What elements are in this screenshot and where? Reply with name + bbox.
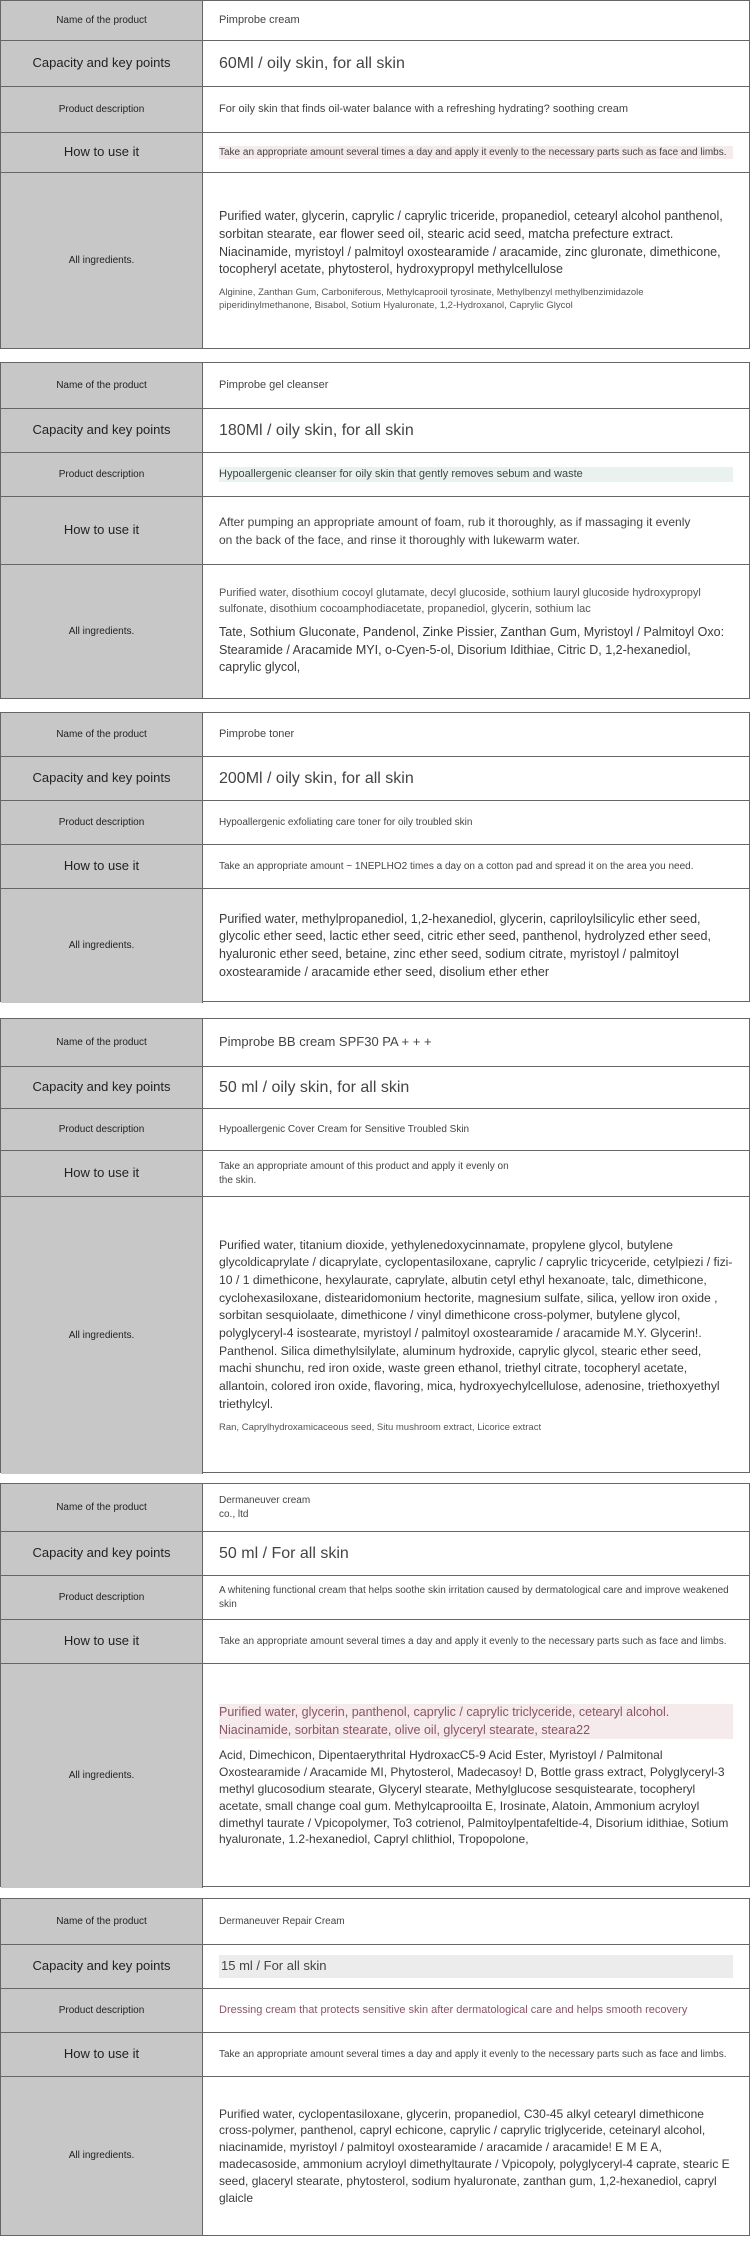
ingredients-row: [1, 1664, 749, 1888]
description-label: Product description: [1, 1989, 203, 2032]
ingredients-row: [1, 1197, 749, 1474]
usage-label: How to use it: [1, 845, 203, 888]
usage-label: How to use it: [1, 133, 203, 172]
name-label: Name of the product: [1, 1, 203, 40]
product-table-6: [0, 1898, 750, 2236]
capacity-label: Capacity and key points: [1, 1945, 203, 1988]
usage-label: How to use it: [1, 2033, 203, 2076]
product-name: Pimprobe BB cream SPF30 PA + + +: [219, 1034, 432, 1050]
capacity-label: Capacity and key points: [1, 1067, 203, 1108]
product-ingredients: Purified water, cyclopentasiloxane, glycerin, propanediol, C30-45 alkyl cetearyl dimethicone cross-polymer, panthenol, capryl echicone, caprylic / caprylic triglyceride, ceteinaryl alcohol, niacinamide, myristoyl / palmitoyl oxostearamide / aracamide / aracamide! E M E A, madecasoside, ammonium acryloyl dimethyltaurate / Vpicopoly, polyglyceryl-4 caprate, stearic E seed, glaceryl stearate, phytosterol, sodium hyaluronate, zanthan gum, 1,2-hexanediol, capryl glaicle: [219, 2106, 730, 2205]
product-name: Pimprobe cream: [219, 13, 300, 26]
capacity-label: Capacity and key points: [1, 41, 203, 86]
product-capacity: 200Ml / oily skin, for all skin: [219, 769, 414, 787]
ingredients-row: [1, 173, 749, 348]
ingredients-label: All ingredients.: [1, 173, 203, 348]
capacity-label: Capacity and key points: [1, 409, 203, 452]
product-capacity: 15 ml / For all skin: [219, 1955, 733, 1978]
product-capacity: 180Ml / oily skin, for all skin: [219, 421, 414, 439]
capacity-row: [1, 1532, 749, 1576]
ingredients-label: All ingredients.: [1, 1664, 203, 1888]
name-row: [1, 1019, 749, 1067]
usage-label: How to use it: [1, 497, 203, 564]
product-name: Pimprobe toner: [219, 727, 295, 740]
product-name: Pimprobe gel cleanser: [219, 378, 329, 391]
capacity-label: Capacity and key points: [1, 757, 203, 800]
name-label: Name of the product: [1, 1484, 203, 1531]
product-usage: Take an appropriate amount of this product and apply it evenly on the skin.: [219, 1161, 509, 1186]
product-description: Hypoallergenic cleanser for oily skin that gently removes sebum and waste: [219, 467, 733, 483]
ingredients-label: All ingredients.: [1, 889, 203, 1003]
description-label: Product description: [1, 801, 203, 844]
product-description: A whitening functional cream that helps soothe skin irritation caused by dermatological care and improve weakened skin: [219, 1585, 729, 1610]
description-row: [1, 453, 749, 497]
ingredients-row: [1, 2077, 749, 2235]
usage-row: [1, 133, 749, 173]
name-row: [1, 1484, 749, 1532]
product-usage: After pumping an appropriate amount of foam, rub it thoroughly, as if massaging it evenly on the back of the face, and rinse it thoroughly with lukewarm water.: [219, 514, 691, 547]
product-capacity: 50 ml / For all skin: [219, 1544, 349, 1562]
product-ingredients-top: Purified water, glycerin, panthenol, caprylic / caprylic triclyceride, cetearyl alcohol. Niacinamide, sorbitan stearate, olive oil, glyceryl stearate, steara22: [219, 1704, 733, 1740]
ingredients-row: [1, 889, 749, 1003]
description-label: Product description: [1, 453, 203, 496]
capacity-row: [1, 409, 749, 453]
product-name: Dermaneuver Repair Cream: [219, 1915, 345, 1927]
capacity-label: Capacity and key points: [1, 1532, 203, 1575]
description-row: [1, 87, 749, 133]
product-capacity: 60Ml / oily skin, for all skin: [219, 54, 405, 72]
description-row: [1, 1989, 749, 2033]
product-table-2: [0, 362, 750, 699]
description-row: [1, 1109, 749, 1151]
usage-row: [1, 1620, 749, 1664]
description-label: Product description: [1, 1109, 203, 1150]
usage-label: How to use it: [1, 1151, 203, 1196]
product-table-1: [0, 0, 750, 349]
product-ingredients: Acid, Dimechicon, Dipentaerythrital HydroxacC5-9 Acid Ester, Myristoyl / Palmitonal Oxostearamide / Aracamide MI, Phytosterol, Madecasoy! D, Bottle grass extract, Polyglyceryl-3 methyl glucosodium stearate, Glyceryl stearate, Methylglucose sesquistearate, tocopheryl acetate, small change coal gum. Methylcaprooilta E, Irosinate, Alatoin, Ammonium acryloyl dimethyl taurate / Vpicopolymer, To3 cotrienol, Palmitoylpentafeltide-4, Disorium idithiae, Sotium hyaluronate, 1.2-hexanediol, Capryl chlithiol, Tropopolone,: [219, 1748, 729, 1847]
product-table-4: [0, 1018, 750, 1473]
description-row: [1, 1576, 749, 1620]
description-label: Product description: [1, 1576, 203, 1619]
description-row: [1, 801, 749, 845]
product-table-5: [0, 1483, 750, 1887]
name-label: Name of the product: [1, 363, 203, 408]
product-ingredients: Purified water, glycerin, caprylic / caprylic triceride, propanediol, cetearyl alcohol panthenol, sorbitan stearate, ear flower seed oil, stearic acid seed, matcha prefecture extract. Niacinamide, myristoyl / palmitoyl oxostearamide / aracamide, zinc gluronate, dimethicone, tocopheryl acetate, phytosterol, hydroxypropyl methylcellulose: [219, 209, 723, 277]
product-ingredients: Purified water, titanium dioxide, yethylenedoxycinnamate, propylene glycol, butylene glycoldicaprylate / dicaprylate, cyclopentasiloxane, caprylic / caprylic tricyceride, cetylpiezi / fizi-10 / 1 dimethicone, hexylaurate, caprylate, albutin cetyl ethyl hexanoate, talc, dimethicone, cyclohexasiloxane, distearidomonium hectorite, magnesium sulfate, silica, yellow iron oxide , sorbitan sesquiolaate, dimethicone / vinyl dimethicone cross-polymer, butylene glycol, polyglyceryl-4 isostearate, myristoyl / palmitoyl oxostearamide / aracamide M.Y. Glycerin!. Panthenol. Silica dimethylsilylate, aluminum hydroxide, caprylic glycol, stearic ether seed, machi shunchu, red iron oxide, waste green ethanol, triethyl citrate, tocopheryl acetate, allantoin, colored iron oxide, flavoring, mica, hydroxyechylcellulose, adenosine, triethoxyethyl triethylcyl.: [219, 1237, 733, 1411]
product-description: Hypoallergenic exfoliating care toner for oily troubled skin: [219, 816, 473, 828]
usage-row: [1, 1151, 749, 1197]
capacity-row: [1, 757, 749, 801]
product-capacity: 50 ml / oily skin, for all skin: [219, 1078, 410, 1096]
name-label: Name of the product: [1, 1899, 203, 1944]
usage-row: [1, 497, 749, 565]
product-description: For oily skin that finds oil-water balance with a refreshing hydrating? soothing cream: [219, 102, 629, 115]
name-label: Name of the product: [1, 1019, 203, 1066]
ingredients-label: All ingredients.: [1, 2077, 203, 2235]
name-row: [1, 1899, 749, 1945]
ingredients-label: All ingredients.: [1, 1197, 203, 1474]
usage-row: [1, 2033, 749, 2077]
product-usage: Take an appropriate amount several times a day and apply it evenly to the necessary parts such as face and limbs.: [219, 2048, 727, 2060]
product-ingredients-extra: Ran, Caprylhydroxamicaceous seed, Situ mushroom extract, Licorice extract: [219, 1421, 542, 1433]
capacity-row: [1, 1945, 749, 1989]
product-usage: Take an appropriate amount several times a day and apply it evenly to the necessary parts such as face and limbs.: [219, 146, 733, 160]
name-row: [1, 713, 749, 757]
product-ingredients: Tate, Sothium Gluconate, Pandenol, Zinke Pissier, Zanthan Gum, Myristoyl / Palmitoyl Oxo: Stearamide / Aracamide MYI, o-Cyen-5-ol, Disorium Idithiae, Citric D, 1,2-hexanediol, caprylic glycol,: [219, 624, 725, 675]
product-usage: Take an appropriate amount ~ 1NEPLHO2 times a day on a cotton pad and spread it on the area you need.: [219, 860, 694, 872]
product-description: Dressing cream that protects sensitive skin after dermatological care and helps smooth recovery: [219, 2003, 688, 2016]
product-ingredients-extra: Alginine, Zanthan Gum, Carboniferous, Methylcaprooil tyrosinate, Methylbenzyl methylbenzimidazole piperidinylmethanone, Bisabol, Sotium Hyaluronate, 1,2-Hydroxanol, Caprylic Glycol: [219, 287, 644, 311]
product-ingredients-top: Purified water, disothium cocoyl glutamate, decyl glucoside, sothium lauryl glucoside hydroxypropyl sulfonate, disothium cocoamphodiacetate, propanediol, glycerin, sothium lac: [219, 586, 701, 615]
product-table-3: [0, 712, 750, 1002]
name-row: [1, 363, 749, 409]
ingredients-label: All ingredients.: [1, 565, 203, 698]
name-row: [1, 1, 749, 41]
product-description: Hypoallergenic Cover Cream for Sensitive Troubled Skin: [219, 1123, 470, 1135]
capacity-row: [1, 41, 749, 87]
description-label: Product description: [1, 87, 203, 132]
product-usage: Take an appropriate amount several times a day and apply it evenly to the necessary parts such as face and limbs.: [219, 1635, 727, 1647]
product-name: Dermaneuver cream co., ltd: [219, 1495, 311, 1520]
ingredients-row: [1, 565, 749, 698]
capacity-row: [1, 1067, 749, 1109]
usage-row: [1, 845, 749, 889]
name-label: Name of the product: [1, 713, 203, 756]
usage-label: How to use it: [1, 1620, 203, 1663]
product-ingredients: Purified water, methylpropanediol, 1,2-hexanediol, glycerin, capriloylsilicylic ether seed, glycolic ether seed, lactic ether seed, citric ether seed, panthenol, hydrolyzed ether seed, hyaluronic ether seed, betaine, zinc ether seed, sodium citrate, myristoyl / palmitoyl oxostearamide / aracamide ether seed, disolium ether ether: [219, 911, 711, 979]
